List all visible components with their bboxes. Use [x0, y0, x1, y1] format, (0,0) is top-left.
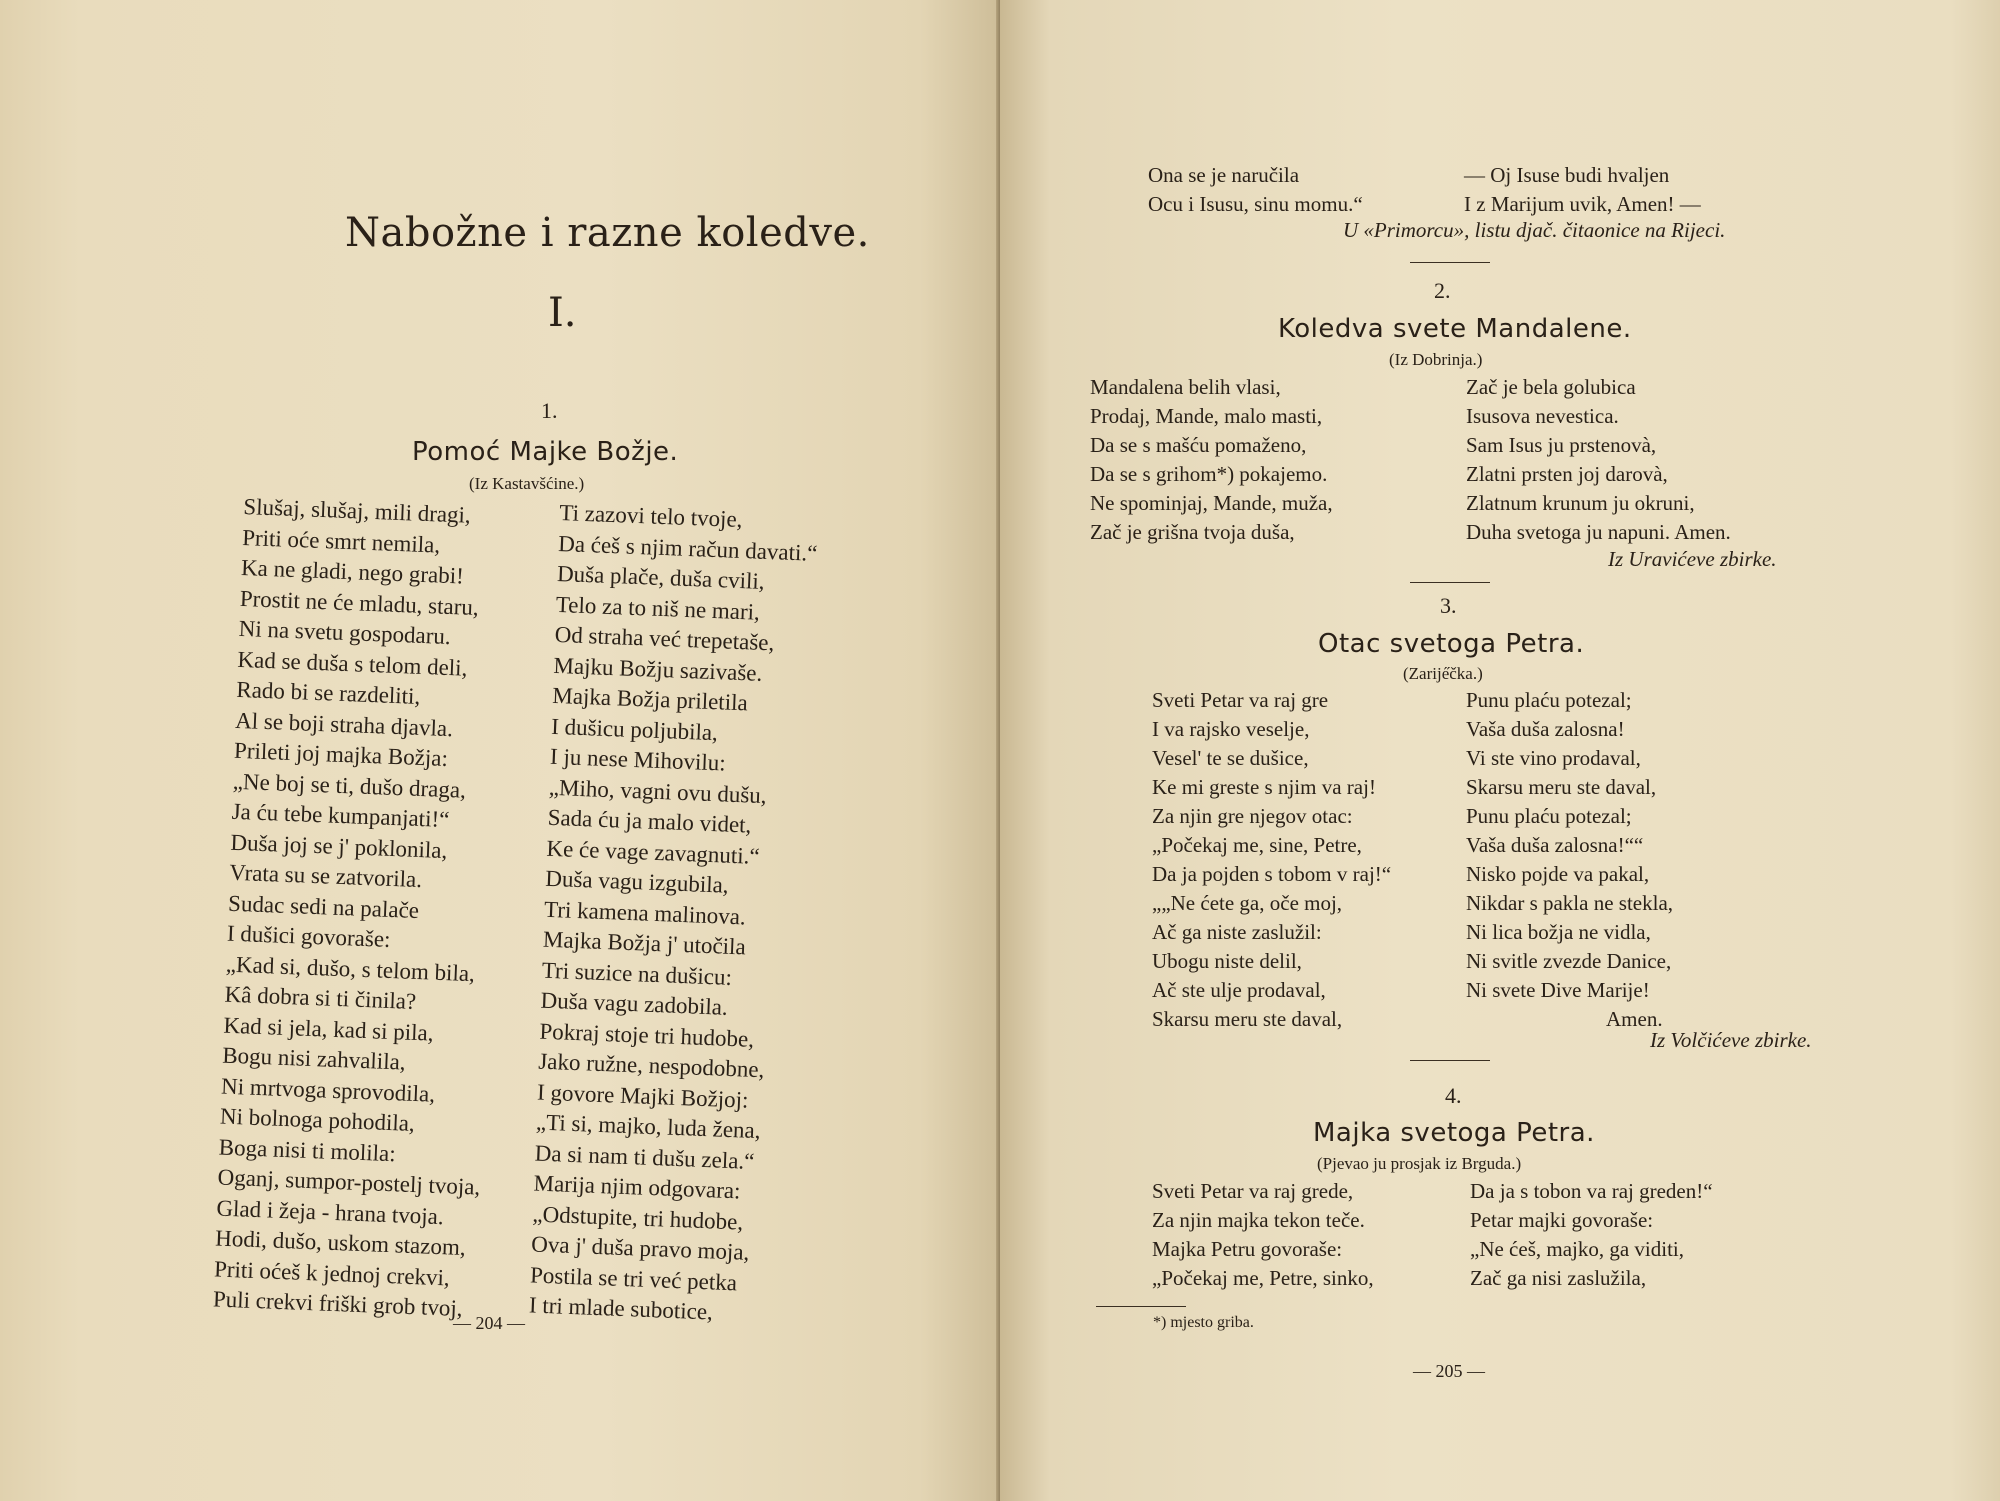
verse-line: Sada ću ja malo videt,: [547, 804, 752, 838]
verse-line: Amen.: [1606, 1007, 1663, 1031]
verse-line: Zač je grišna tvoja duša,: [1090, 520, 1295, 544]
verse-line: Da ja s tobon va raj greden!“: [1470, 1179, 1713, 1203]
verse-line: „Počekaj me, sine, Petre,: [1152, 833, 1362, 857]
verse-line: Isusova nevestica.: [1466, 404, 1619, 428]
verse-line: Vrata su se zatvorila.: [228, 859, 423, 893]
verse-line: Puli crekvi friški grob tvoj,: [212, 1286, 464, 1321]
verse-column-left: [1152, 1177, 1374, 1293]
verse-line: Ni na svetu gospodaru.: [238, 615, 452, 650]
verse-line: Duša joj se j' poklonila,: [230, 829, 448, 863]
verse-line: Punu plaću potezal;: [1466, 688, 1632, 712]
verse-line: Ni lica božja ne vidla,: [1466, 920, 1651, 944]
verse-column-right: [1466, 686, 1673, 1034]
verse-line: I z Marijum uvik, Amen! —: [1464, 192, 1701, 216]
source-note: U «Primorcu», listu djač. čitaonice na Rijeci.: [1343, 218, 1726, 242]
page-number: — 205 —: [1413, 1361, 1485, 1381]
verse-line: I tri mlade subotice,: [528, 1292, 714, 1325]
section-title: Otac svetoga Petra.: [1318, 629, 1585, 659]
verse-line: Oganj, sumpor-postelj tvoja,: [217, 1164, 481, 1200]
verse-line: Telo za to niš ne mari,: [555, 591, 761, 625]
verse-line: Da se s mašću pomaženo,: [1090, 433, 1307, 457]
chapter-title: Nabožne i razne koledve.: [345, 210, 870, 256]
verse-line: Rado bi se razdeliti,: [235, 676, 421, 709]
verse-line: I govore Majki Božjoj:: [536, 1079, 749, 1113]
right-page: [1000, 0, 2000, 1501]
verse-line: Vaša duša zalosna!““: [1466, 833, 1644, 857]
verse-column-right: [528, 498, 819, 1331]
section-origin: (Iz Dobrinja.): [1389, 350, 1483, 369]
verse-line: Zač je bela golubica: [1466, 375, 1636, 399]
verse-line: Slušaj, slušaj, mili dragi,: [242, 493, 472, 528]
footnote: *) mjesto griba.: [1153, 1314, 1254, 1331]
verse-line: Duha svetoga ju napuni. Amen.: [1466, 520, 1731, 544]
verse-line: Zlatni prsten joj darovà,: [1466, 462, 1668, 486]
verse-line: Nikdar s pakla ne stekla,: [1466, 891, 1674, 915]
verse-line: Ni bolnoga pohodila,: [219, 1103, 416, 1137]
source-note: Iz Volčićeve zbirke.: [1650, 1028, 1812, 1052]
chapter-numeral: I.: [548, 290, 577, 336]
verse-line: Da si nam ti dušu zela.“: [534, 1140, 755, 1174]
verse-line: Jako ružne, nespodobne,: [537, 1048, 765, 1083]
verse-line: Duša vagu zadobila.: [540, 987, 729, 1020]
verse-line: I va rajsko veselje,: [1152, 717, 1310, 741]
verse-line: Mandalena belih vlasi,: [1090, 375, 1281, 399]
verse-line: „Počekaj me, Petre, sinko,: [1152, 1266, 1374, 1290]
section-title: Pomoć Majke Božje.: [412, 437, 679, 467]
verse-line: Za njin gre njegov otac:: [1152, 804, 1353, 828]
verse-line: Punu plaću potezal;: [1466, 804, 1632, 828]
verse-line: Ni mrtvoga sprovodila,: [220, 1073, 436, 1107]
verse-line: Majku Božju sazivaše.: [553, 652, 763, 686]
section-number: 3.: [1440, 593, 1457, 618]
verse-line: Vi ste vino prodaval,: [1466, 746, 1641, 770]
divider: [1410, 582, 1490, 583]
verse-line: Ne spominjaj, Mande, muža,: [1090, 491, 1333, 515]
verse-line: Sveti Petar va raj gre: [1152, 688, 1329, 712]
verse-line: Prodaj, Mande, malo masti,: [1090, 404, 1323, 428]
verse-line: Skarsu meru ste daval,: [1466, 775, 1657, 799]
verse-line: Tri kamena malinova.: [543, 896, 747, 929]
verse-line: „Ne boj se ti, dušo draga,: [232, 768, 467, 803]
verse-line: — Oj Isuse budi hvaljen: [1464, 163, 1670, 187]
verse-line: Al se boji straha djavla.: [234, 707, 454, 741]
verse-line: Priti oćeš k jednoj crekvi,: [213, 1255, 451, 1290]
verse-line: Kad se duša s telom deli,: [237, 646, 468, 681]
verse-line: Da ćeš s njim račun davati.“: [557, 530, 818, 566]
verse-column-left: [212, 492, 506, 1325]
verse-line: Marija njim odgovara:: [533, 1170, 741, 1204]
verse-line: „Odstupite, tri hudobe,: [532, 1200, 744, 1235]
verse-line: Kad si jela, kad si pila,: [223, 1012, 435, 1046]
verse-line: Zlatnum krunum ju okruni,: [1466, 491, 1695, 515]
section-title: Koledva svete Mandalene.: [1278, 314, 1632, 344]
verse-line: Ač ga niste zaslužil:: [1152, 920, 1322, 944]
verse-line: I dušicu poljubila,: [550, 713, 719, 745]
verse-column-right: [1466, 373, 1731, 547]
verse-line: Ubogu niste delil,: [1152, 949, 1302, 973]
verse-line: Ti zazovi telo tvoje,: [558, 499, 743, 533]
divider: [1410, 1060, 1490, 1061]
verse-line: Pokraj stoje tri hudobe,: [539, 1018, 755, 1052]
verse-line: Majka Petru govoraše:: [1152, 1237, 1343, 1261]
verse-line: Postila se tri već petka: [529, 1261, 738, 1295]
divider: [1410, 262, 1490, 263]
verse-line: Ocu i Isusu, sinu momu.“: [1148, 192, 1363, 216]
section-origin: (Pjevao ju prosjak iz Brguda.): [1317, 1154, 1522, 1173]
verse-column-right: [1464, 161, 1701, 219]
verse-line: Bogu nisi zahvalila,: [221, 1042, 407, 1075]
verse-line: „„Ne ćete ga, oče moj,: [1152, 891, 1343, 915]
verse-line: „Ne ćeš, majko, ga viditi,: [1470, 1237, 1685, 1261]
footnote-rule: [1096, 1306, 1186, 1307]
verse-line: Vesel' te se dušice,: [1152, 746, 1309, 770]
verse-column-left: [1090, 373, 1333, 547]
verse-line: Sudac sedi na palače: [227, 890, 420, 923]
verse-line: Ni svete Dive Marije!: [1466, 978, 1650, 1002]
verse-column-right: [1470, 1177, 1713, 1293]
verse-line: „Miho, vagni ovu dušu,: [548, 774, 768, 808]
verse-column-left: [1148, 161, 1363, 219]
verse-line: I ju nese Mihovilu:: [549, 743, 727, 776]
verse-line: „Ti si, majko, luda žena,: [535, 1109, 761, 1144]
section-origin: (Iz Kastavšćine.): [469, 474, 585, 493]
verse-line: Majka Božja priletila: [551, 682, 749, 716]
verse-line: Ni svitle zvezde Danice,: [1466, 949, 1672, 973]
verse-line: Duša plače, duša cvili,: [556, 560, 766, 594]
verse-line: Ač ste ulje prodaval,: [1152, 978, 1326, 1002]
section-number: 4.: [1445, 1083, 1462, 1108]
verse-line: Duša vagu izgubila,: [544, 865, 730, 898]
section-title: Majka svetoga Petra.: [1313, 1118, 1595, 1148]
section-number: 1.: [541, 398, 558, 423]
verse-line: Zač ga nisi zaslužila,: [1470, 1266, 1647, 1290]
verse-line: Hodi, dušo, uskom stazom,: [214, 1225, 467, 1261]
section-origin: (Zarije̋čka.): [1403, 664, 1483, 683]
verse-line: Za njin majka tekon teče.: [1152, 1208, 1365, 1232]
section-number: 2.: [1434, 278, 1451, 303]
verse-line: Od straha već trepetaše,: [554, 621, 775, 656]
verse-line: Prileti joj majka Božja:: [233, 737, 449, 772]
page-number: — 204 —: [453, 1313, 525, 1333]
verse-line: Ke mi greste s njim va raj!: [1152, 775, 1376, 799]
verse-line: Da ja pojden s tobom v raj!“: [1152, 862, 1392, 886]
verse-line: Glad i žeja - hrana tvoja.: [216, 1194, 445, 1229]
verse-line: Skarsu meru ste daval,: [1152, 1007, 1343, 1031]
verse-line: Da se s grihom*) pokajemo.: [1090, 462, 1328, 486]
verse-line: Tri suzice na dušicu:: [541, 957, 733, 990]
verse-line: Prostit ne će mladu, staru,: [239, 585, 480, 620]
verse-line: Ka ne gladi, nego grabi!: [240, 554, 465, 589]
verse-line: „Kad si, dušo, s telom bila,: [225, 951, 476, 986]
verse-line: Boga nisi ti molila:: [218, 1134, 397, 1166]
verse-line: Sveti Petar va raj grede,: [1152, 1179, 1354, 1203]
verse-column-left: [1152, 686, 1391, 1034]
verse-line: Priti oće smrt nemila,: [241, 524, 441, 558]
verse-line: Nisko pojde va pakal,: [1466, 862, 1650, 886]
verse-line: Ja ću tebe kumpanjati!“: [231, 798, 450, 833]
verse-line: Ova j' duša pravo moja,: [530, 1231, 750, 1265]
verse-line: Kâ dobra si ti činila?: [224, 981, 417, 1014]
verse-line: Ona se je naručila: [1148, 163, 1300, 187]
verse-line: Petar majki govoraše:: [1470, 1208, 1654, 1232]
verse-line: Sam Isus ju prstenovà,: [1466, 433, 1657, 457]
verse-line: Vaša duša zalosna!: [1466, 717, 1625, 741]
source-note: Iz Uravićeve zbirke.: [1608, 547, 1777, 571]
verse-line: Majka Božja j' utočila: [542, 926, 747, 960]
verse-line: I dušici govoraše:: [226, 920, 391, 952]
verse-line: Ke će vage zavagnuti.“: [546, 835, 761, 869]
